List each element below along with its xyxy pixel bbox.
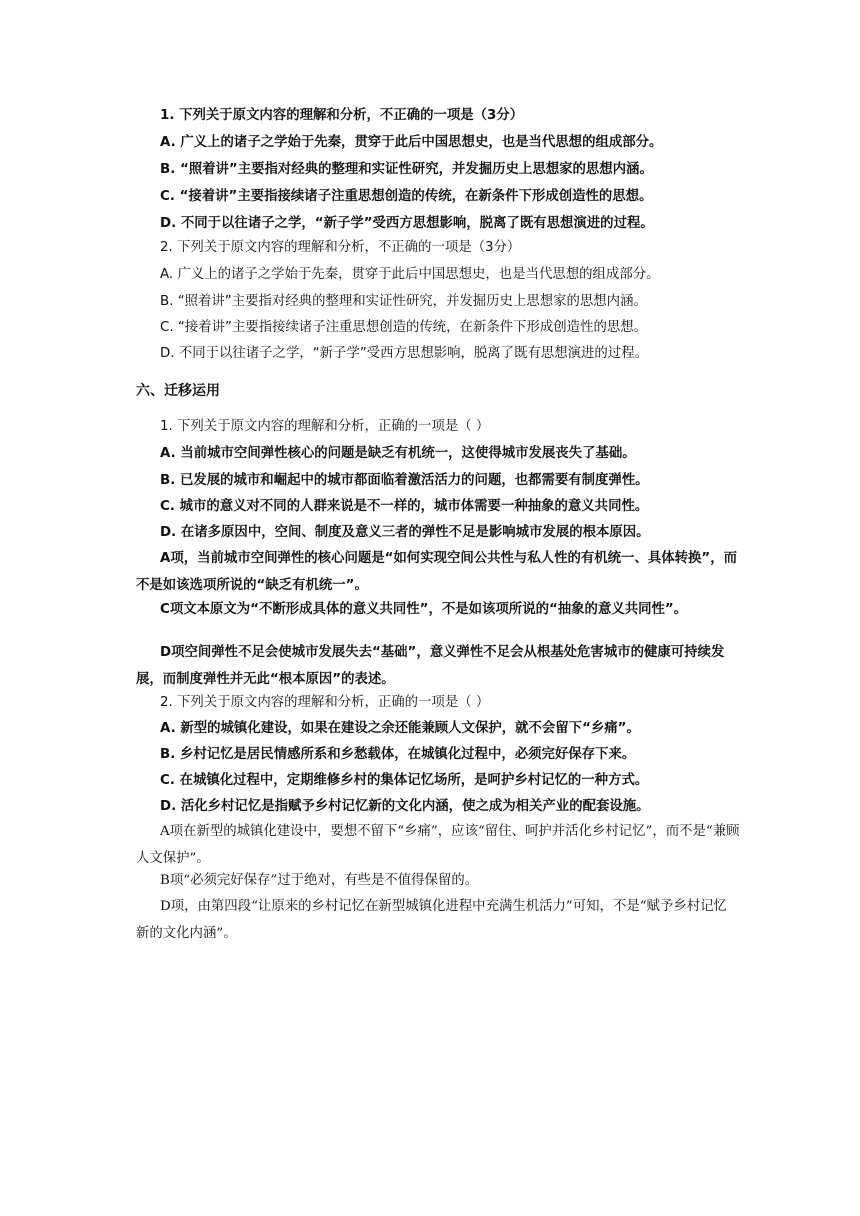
question-2-option-a: A. 广义上的诸子之学始于先秦，贯穿于此后中国思想史，也是当代思想的组成部分。 xyxy=(160,267,660,282)
explanation-1-c: C项文本原文为“不断形成具体的意义共同性”，不是如该项所说的“抽象的意义共同性”。 xyxy=(160,602,688,617)
transfer-question-1-option-c: C. 城市的意义对不同的人群来说是不一样的，城市体需要一种抽象的意义共同性。 xyxy=(160,499,649,514)
transfer-question-2-stem: 2. 下列关于原文内容的理解和分析，正确的一项是（ ） xyxy=(160,695,490,710)
explanation-1-d: D项空间弹性不足会使城市发展失去“基础”，意义弹性不足会从根基处危害城市的健康可持续发展，而制度弹性并无此“根本原因”的表述。 xyxy=(136,645,725,687)
transfer-question-2-option-c: C. 在城镇化过程中，定期维修乡村的集体记忆场所，是呵护乡村记忆的一种方式。 xyxy=(160,773,649,788)
explanation-2-b: B项“必须完好保存”过于绝对，有些是不值得保留的。 xyxy=(160,873,479,888)
question-1-option-a: A. 广义上的诸子之学始于先秦，贯穿于此后中国思想史，也是当代思想的组成部分。 xyxy=(160,135,663,150)
explanation-2-a: A项在新型的城镇化建设中，要想不留下“乡痛”，应该“留住、呵护并活化乡村记忆”，而不是“兼顾人文保护”。 xyxy=(136,824,740,866)
question-2-option-c: C. “接着讲”主要指接续诸子注重思想创造的传统，在新条件下形成创造性的思想。 xyxy=(160,320,648,335)
transfer-question-2-option-a: A. 新型的城镇化建设，如果在建设之余还能兼顾人文保护，就不会留下“乡痛”。 xyxy=(160,721,640,736)
question-2-stem: 2. 下列关于原文内容的理解和分析，不正确的一项是（3分） xyxy=(160,240,521,255)
transfer-question-1-option-d: D. 在诸多原因中，空间、制度及意义三者的弹性不足是影响城市发展的根本原因。 xyxy=(160,525,650,540)
transfer-question-1-option-a: A. 当前城市空间弹性核心的问题是缺乏有机统一，这使得城市发展丧失了基础。 xyxy=(160,446,636,461)
question-1-option-d: D. 不同于以往诸子之学，“新子学”受西方思想影响，脱离了既有思想演进的过程。 xyxy=(160,216,654,231)
transfer-question-2-option-d: D. 活化乡村记忆是指赋予乡村记忆新的文化内涵，使之成为相关产业的配套设施。 xyxy=(160,799,650,814)
transfer-question-2-option-b: B. 乡村记忆是居民情感所系和乡愁载体，在城镇化过程中，必须完好保存下来。 xyxy=(160,747,636,762)
explanation-1-a: A项，当前城市空间弹性的核心问题是“如何实现空间公共性与私人性的有机统一、具体转换”，而不是如该选项所说的“缺乏有机统一”。 xyxy=(136,551,737,593)
question-2-option-d: D. 不同于以往诸子之学，“新子学”受西方思想影响，脱离了既有思想演进的过程。 xyxy=(160,346,648,361)
transfer-question-1-stem: 1. 下列关于原文内容的理解和分析，正确的一项是（ ） xyxy=(160,419,490,434)
transfer-question-1-option-b: B. 已发展的城市和崛起中的城市都面临着激活活力的问题，也都需要有制度弹性。 xyxy=(160,473,649,488)
explanation-2-d: D项，由第四段“让原来的乡村记忆在新型城镇化进程中充满生机活力”可知，不是“赋予乡村记忆新的文化内涵”。 xyxy=(136,899,727,941)
question-1-option-c: C. “接着讲”主要指接续诸子注重思想创造的传统，在新条件下形成创造性的思想。 xyxy=(160,189,653,204)
question-1-option-b: B. “照着讲”主要指对经典的整理和实证性研究，并发掘历史上思想家的思想内涵。 xyxy=(160,162,653,177)
section-heading: 六、迁移运用 xyxy=(136,383,220,399)
question-1-stem: 1. 下列关于原文内容的理解和分析，不正确的一项是（3分） xyxy=(160,108,524,123)
question-2-option-b: B. “照着讲”主要指对经典的整理和实证性研究，并发掘历史上思想家的思想内涵。 xyxy=(160,294,647,309)
